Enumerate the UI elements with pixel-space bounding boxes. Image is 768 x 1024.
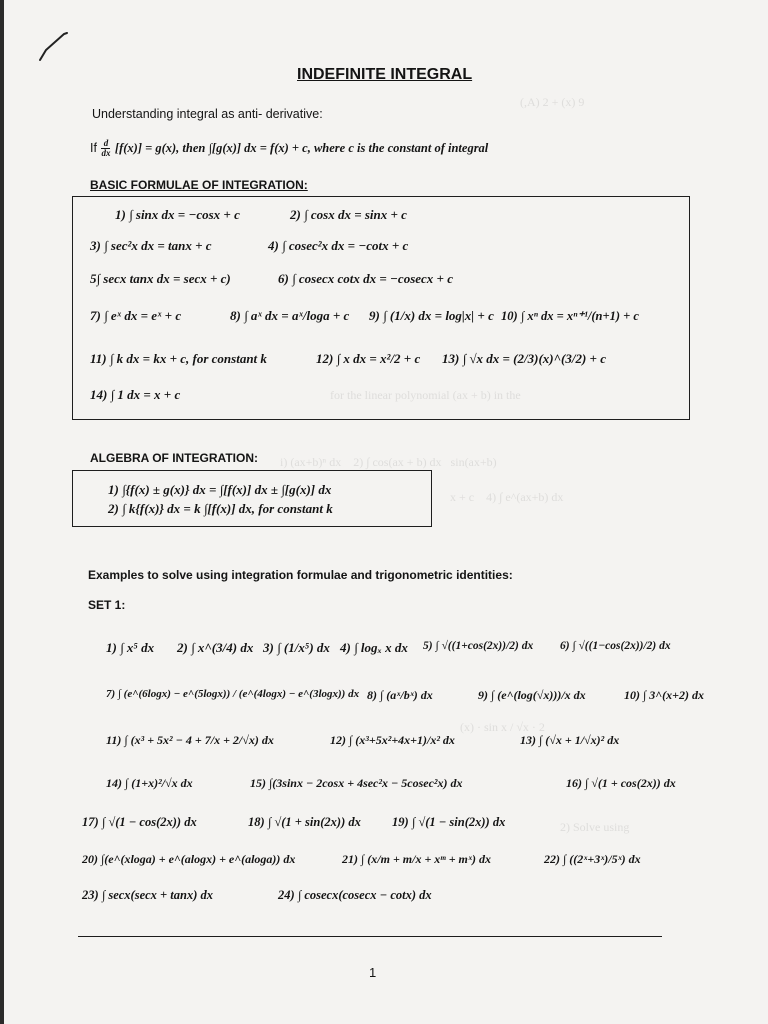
problem-24: 24) ∫ cosecx(cosecx − cotx) dx (278, 888, 432, 902)
pen-stroke-mark (36, 30, 70, 62)
basic-formulae-heading: BASIC FORMULAE OF INTEGRATION: (90, 178, 308, 192)
derivative-fraction (101, 139, 110, 158)
formula-1: 1) ∫ sinx dx = −cosx + c (115, 207, 240, 222)
problem-11: 11) ∫ (x³ + 5x² − 4 + 7/x + 2/√x) dx (106, 733, 274, 747)
bleed-through: x + c 4) ∫ e^(ax+b) dx (450, 490, 564, 504)
footer-rule (78, 936, 662, 937)
problem-5: 5) ∫ √((1+cos(2x))/2) dx (423, 640, 534, 652)
algebra-heading: ALGEBRA OF INTEGRATION: (90, 451, 258, 465)
problem-4: 4) ∫ logₓ x dx (340, 640, 408, 655)
problem-9: 9) ∫ (e^(log(√x)))/x dx (478, 688, 586, 702)
page-number: 1 (369, 965, 377, 980)
problem-10: 10) ∫ 3^(x+2) dx (624, 688, 704, 702)
algebra-rule-1: 1) ∫{f(x) ± g(x)} dx = ∫[f(x)] dx ± ∫[g(x)] dx (108, 482, 332, 497)
derivative-denominator: dx (101, 148, 111, 158)
bleed-through: for the linear polynomial (ax + b) in the (330, 388, 521, 402)
intro-text: Understanding integral as anti- derivative: (92, 107, 323, 121)
bleed-through: 2) Solve using (560, 820, 630, 834)
formula-10: 10) ∫ xⁿ dx = xⁿ⁺¹/(n+1) + c (501, 309, 639, 323)
problem-20: 20) ∫(e^(xloga) + e^(alogx) + e^(aloga)) dx (82, 852, 296, 866)
algebra-rules-box (72, 470, 432, 527)
problem-13: 13) ∫ (√x + 1/√x)² dx (520, 733, 620, 747)
bleed-through: (,A) 2 + (x) 9 (520, 95, 585, 109)
derivative-numerator: d (101, 139, 110, 149)
formula-13: 13) ∫ √x dx = (2/3)(x)^(3/2) + c (442, 351, 606, 366)
problem-21: 21) ∫ (x/m + m/x + xᵐ + mˣ) dx (342, 852, 491, 866)
formula-4: 4) ∫ cosec²x dx = −cotx + c (268, 238, 409, 253)
problem-22: 22) ∫ ((2ˣ+3ˣ)/5ˣ) dx (544, 852, 641, 866)
bleed-through: (x) · sin x / √x · 2 (460, 720, 545, 734)
bleed-through: i) (ax+b)ⁿ dx 2) ∫ cos(ax + b) dx sin(ax+b) (280, 455, 497, 469)
examples-intro: Examples to solve using integration formulae and trigonometric identities: (88, 568, 513, 582)
formula-7: 7) ∫ eˣ dx = eˣ + c (90, 308, 182, 323)
formula-5: 5∫ secx tanx dx = secx + c) (90, 271, 231, 286)
formula-2: 2) ∫ cosx dx = sinx + c (290, 207, 407, 222)
problem-6: 6) ∫ √((1−cos(2x))/2) dx (560, 640, 671, 652)
problem-16: 16) ∫ √(1 + cos(2x)) dx (566, 776, 676, 790)
definition-line (90, 139, 488, 158)
definition-expression: [f(x)] = g(x), then ∫[g(x)] dx = f(x) + c, where c is the constant of integral (114, 140, 489, 155)
problem-23: 23) ∫ secx(secx + tanx) dx (82, 888, 214, 902)
definition-prefix: If (90, 140, 97, 155)
formula-6: 6) ∫ cosecx cotx dx = −cosecx + c (278, 271, 453, 286)
set-label: SET 1: (88, 598, 126, 612)
problem-12: 12) ∫ (x³+5x²+4x+1)/x² dx (330, 733, 455, 747)
problem-3: 3) ∫ (1/x⁵) dx (263, 640, 330, 655)
formula-8: 8) ∫ aˣ dx = aˣ/loga + c (230, 308, 350, 323)
formula-11: 11) ∫ k dx = kx + c, for constant k (90, 351, 267, 366)
algebra-rule-2: 2) ∫ k{f(x)} dx = k ∫[f(x)] dx, for constant k (108, 501, 333, 516)
scan-edge (0, 0, 4, 1024)
problem-1: 1) ∫ x⁵ dx (106, 640, 155, 655)
formula-14: 14) ∫ 1 dx = x + c (90, 387, 181, 402)
problem-19: 19) ∫ √(1 − sin(2x)) dx (392, 815, 506, 829)
formula-9: 9) ∫ (1/x) dx = log|x| + c (369, 308, 494, 323)
problem-18: 18) ∫ √(1 + sin(2x)) dx (248, 815, 361, 829)
problem-17: 17) ∫ √(1 − cos(2x)) dx (82, 815, 197, 829)
page-title: INDEFINITE INTEGRAL (297, 66, 473, 83)
problem-7: 7) ∫ (e^(6logx) − e^(5logx)) / (e^(4logx) − e^(3logx)) dx (106, 688, 360, 700)
problem-15: 15) ∫(3sinx − 2cosx + 4sec²x − 5cosec²x) dx (250, 776, 463, 790)
problem-2: 2) ∫ x^(3/4) dx (177, 640, 254, 655)
problem-8: 8) ∫ (aˣ/bˣ) dx (367, 688, 433, 702)
problem-14: 14) ∫ (1+x)²/√x dx (106, 776, 193, 790)
formula-12: 12) ∫ x dx = x²/2 + c (316, 351, 421, 366)
formula-3: 3) ∫ sec²x dx = tanx + c (90, 238, 212, 253)
